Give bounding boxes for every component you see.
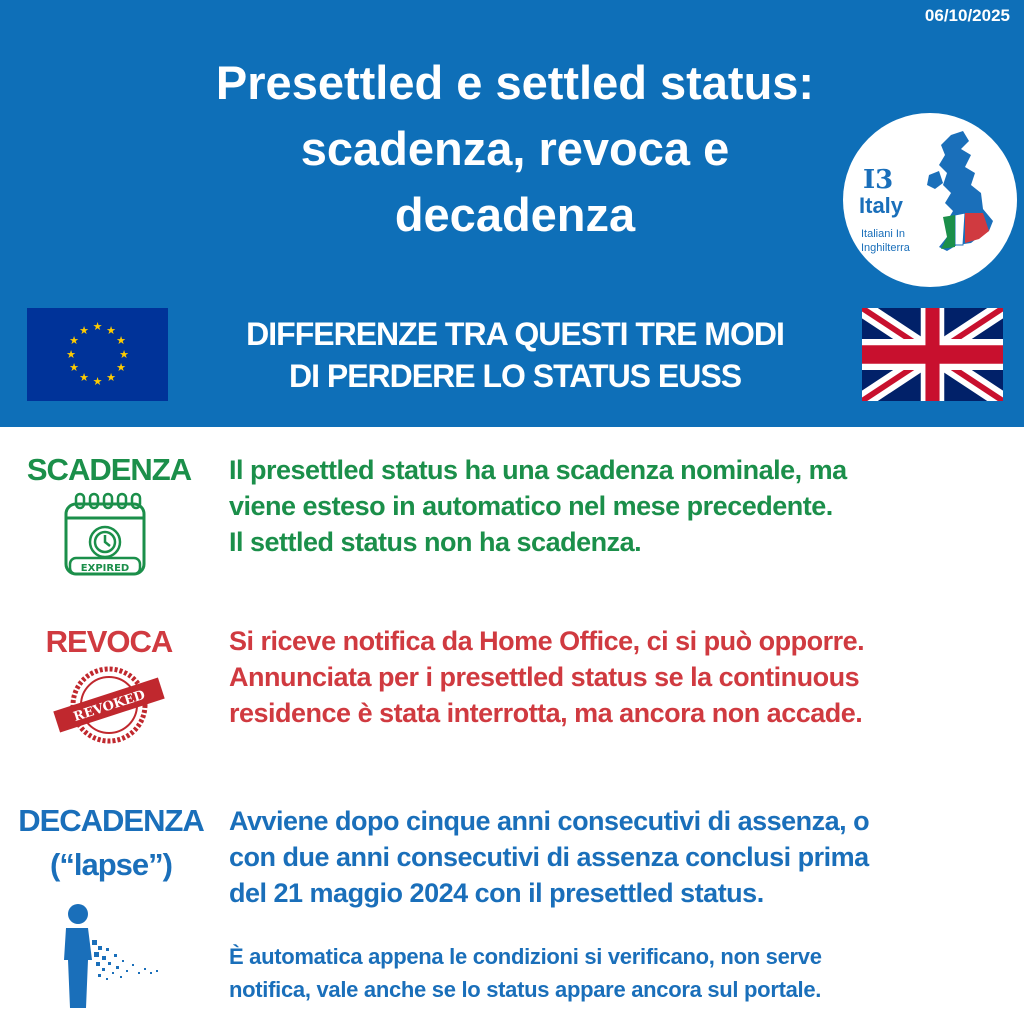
title-line-3: decadenza: [394, 188, 636, 241]
title-line-1: Presettled e settled status:: [215, 56, 815, 109]
page-title: [60, 50, 970, 248]
expired-calendar-icon: [62, 490, 158, 583]
disintegrating-person-icon: [58, 900, 168, 1017]
title-line-2: scadenza, revoca e: [300, 122, 730, 175]
svg-text:★: ★: [106, 371, 116, 384]
subtitle: [180, 313, 850, 397]
revoked-stamp-icon: [50, 664, 168, 751]
svg-text:★: ★: [92, 320, 103, 333]
decadenza-note: [229, 940, 1019, 1006]
scadenza-line-2: viene esteso in automatico nel mese precedente.: [229, 491, 833, 521]
logo-name: Italy: [859, 193, 904, 218]
decadenza-label-lapse: (“lapse”): [50, 847, 172, 882]
revoca-line-1: Si riceve notifica da Home Office, ci si può opporre.: [229, 626, 865, 656]
revoca-text: [229, 623, 1019, 731]
decadenza-text: [229, 803, 1019, 911]
decadenza-note-line-1: È automatica appena le condizioni si verificano, non serve: [229, 944, 822, 969]
decadenza-line-2: con due anni consecutivi di assenza conclusi prima: [229, 842, 869, 872]
svg-text:★: ★: [79, 371, 89, 384]
scadenza-label: SCADENZA: [26, 452, 192, 487]
revoca-line-3: residence è stata interrotta, ma ancora non accade.: [229, 698, 863, 728]
header-banner: [0, 0, 1024, 427]
logo-tagline-1: Italiani In: [861, 228, 906, 240]
decadenza-note-line-2: notifica, vale anche se lo status appare ancora sul portale.: [229, 977, 822, 1002]
svg-text:★: ★: [92, 375, 103, 388]
revoked-text: REVOKED: [71, 687, 148, 726]
svg-text:★: ★: [69, 334, 79, 347]
logo-tagline-2: Inghilterra: [861, 242, 910, 254]
svg-text:★: ★: [106, 324, 116, 337]
uk-map-icon: [843, 113, 1017, 287]
svg-text:★: ★: [116, 334, 126, 347]
scadenza-line-1: Il presettled status ha una scadenza nominale, ma: [229, 455, 847, 485]
scadenza-line-3: Il settled status non ha scadenza.: [229, 527, 642, 557]
uk-flag-icon: [862, 308, 1003, 401]
decadenza-label: DECADENZA: [18, 803, 204, 838]
svg-text:★: ★: [66, 348, 76, 361]
svg-text:★: ★: [69, 361, 79, 374]
expired-text: EXPIRED: [80, 563, 130, 574]
svg-text:★: ★: [79, 324, 89, 337]
subtitle-line-2: DI PERDERE LO STATUS EUSS: [288, 358, 742, 394]
eu-flag-icon: [27, 308, 168, 401]
revoca-label: REVOCA: [45, 624, 173, 659]
revoca-line-2: Annunciata per i presettled status se la continuous: [229, 662, 860, 692]
scadenza-text: [229, 452, 1019, 560]
svg-text:★: ★: [116, 361, 126, 374]
decadenza-line-3: del 21 maggio 2024 con il presettled status.: [229, 878, 764, 908]
date-label: 06/10/2025: [924, 6, 1010, 25]
svg-text:★: ★: [119, 348, 129, 361]
i3-italy-logo: [843, 113, 1017, 287]
subtitle-line-1: DIFFERENZE TRA QUESTI TRE MODI: [246, 316, 784, 352]
decadenza-line-1: Avviene dopo cinque anni consecutivi di assenza, o: [229, 806, 870, 836]
logo-mark: I3: [863, 165, 894, 195]
